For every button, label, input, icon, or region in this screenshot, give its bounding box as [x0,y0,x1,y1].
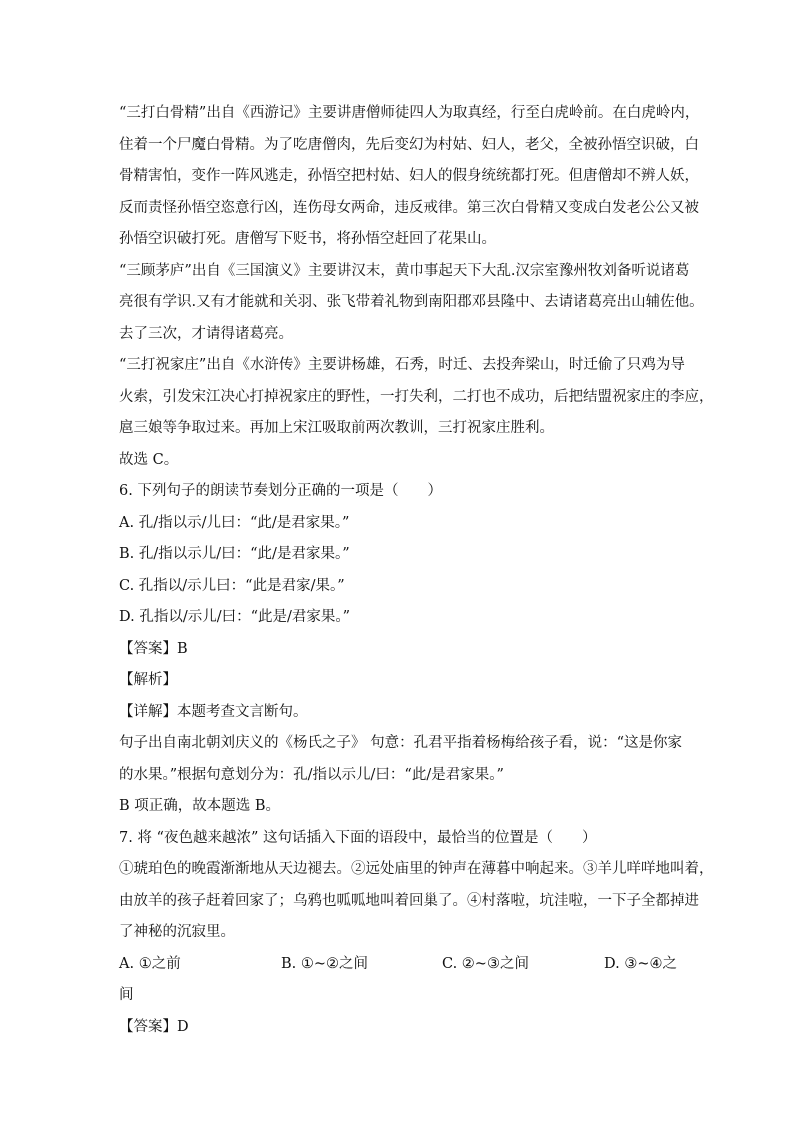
option-d: D. ③~④之 [604,956,677,972]
option-d-wrap-text: 间 [119,987,134,1003]
text-line: A. 孔/指以示/儿曰：“此/是君家果。” [119,515,350,531]
text-line: 7. 将 “夜色越来越浓” 这句话插入下面的语段中，最恰当的位置是（ ） [119,830,597,846]
text-line: C. 孔指以/示儿曰：“此是君家/果。” [119,578,345,594]
text-line: 孙悟空识破打死。唐僧写下贬书，将孙悟空赶回了花果山。 [119,231,496,247]
text-line: 骨精害怕，变作一阵风逃走，孙悟空把村姑、妇人的假身统统都打死。但唐僧却不辨人妖， [119,168,699,184]
text-line: D. 孔指以/示儿/曰：“此是/君家果。” [119,609,351,625]
text-line: 6. 下列句子的朗读节奏划分正确的一项是（ ） [119,483,442,499]
option-a: A. ①之前 [119,956,181,972]
text-line: 了神秘的沉寂里。 [119,924,235,940]
text-line: 的水果。”根据句意划分为：孔/指以示儿/曰：“此/是君家果。” [119,767,504,783]
text-line: 反而责怪孙悟空恣意行凶，连伤母女两命，违反戒律。第三次白骨精又变成白发老公公又被 [119,200,699,216]
text-line: 住着一个尸魔白骨精。为了吃唐僧肉，先后变幻为村姑、妇人，老父，全被孙悟空识破，白 [119,137,699,153]
text-line: 亮很有学识.又有才能就和关羽、张飞带着礼物到南阳郡邓县隆中、去请诸葛亮出山辅佐他。 [119,294,704,310]
text-line: 句子出自南北朝刘庆义的《杨氏之子》 句意：孔君平指着杨梅给孩子看，说：“这是你家 [119,735,683,751]
text-line: “三打祝家庄”出自《水浒传》主要讲杨雄，石秀，时迁、去投奔梁山，时迁偷了只鸡为导 [119,357,685,373]
text-line: “三顾茅庐”出自《三国演义》主要讲汉末，黄巾事起天下大乱.汉宗室豫州牧刘备听说诸葛 [119,263,690,279]
text-line: 故选 C。 [119,452,179,468]
text-line: B 项正确，故本题选 B。 [119,798,281,814]
text-line: 由放羊的孩子赶着回家了；乌鸦也呱呱地叫着回巢了。④村落啦，坑洼啦，一下子全都掉进 [119,893,699,909]
text-line: 【答案】B [119,641,188,657]
text-line: 【解析】 [119,672,177,688]
text-line: “三打白骨精”出自《西游记》主要讲唐僧师徒四人为取真经，行至白虎岭前。在白虎岭内， [119,105,700,121]
text-line: 去了三次，才请得诸葛亮。 [119,326,293,342]
text-line: 【详解】本题考查文言断句。 [119,704,308,720]
text-line: B. 孔/指以示儿/曰：“此/是君家果。” [119,546,350,562]
option-c: C. ②~③之间 [442,956,529,972]
answer-line-q7: 【答案】D [119,1019,189,1035]
text-line: 火索，引发宋江决心打掉祝家庄的野性，一打失利，二打也不成功，后把结盟祝家庄的李应， [119,389,714,405]
text-line: 扈三娘等争取过来。再加上宋江吸取前两次教训，三打祝家庄胜利。 [119,420,554,436]
option-b: B. ①~②之间 [281,956,369,972]
text-line: ①琥珀色的晚霞渐渐地从天边褪去。②远处庙里的钟声在薄暮中响起来。③羊儿咩咩地叫着， [119,861,714,877]
